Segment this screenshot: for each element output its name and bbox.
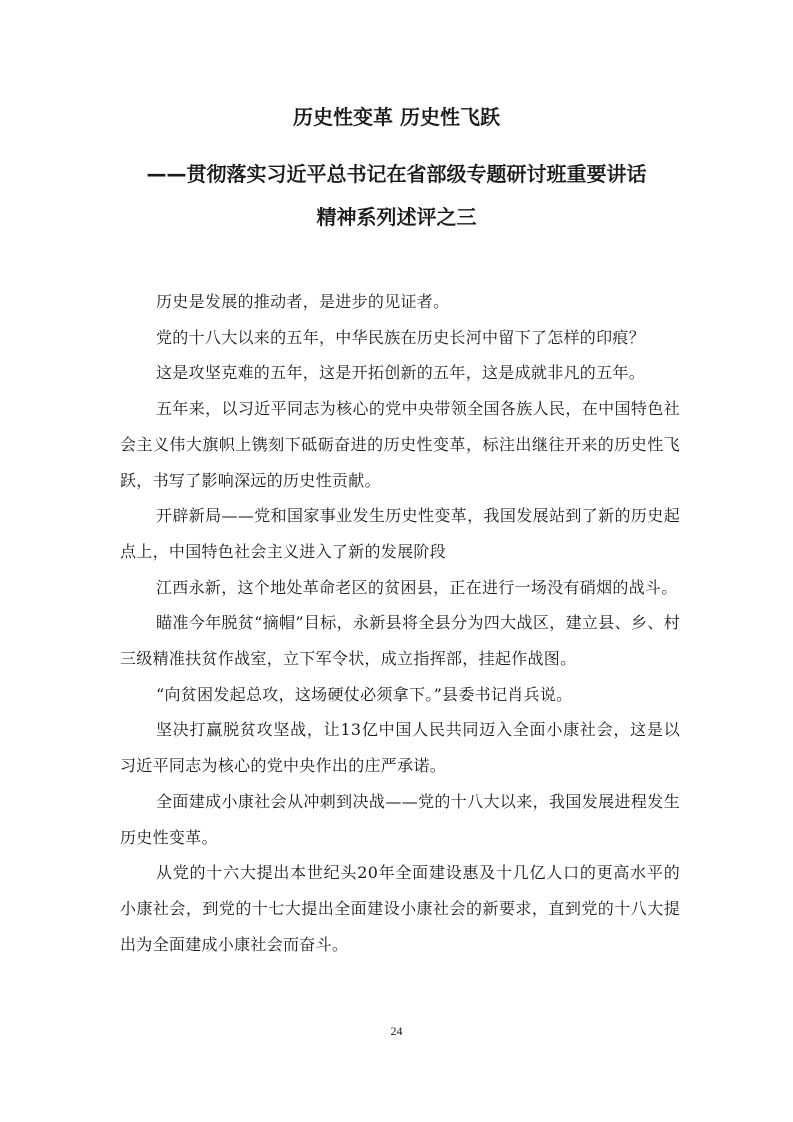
paragraph-10: 全面建成小康社会从冲刺到决战——党的十八大以来，我国发展进程发生历史性变革。: [120, 791, 680, 847]
paragraph-11: 从党的十六大提出本世纪头20年全面建设惠及十几亿人口的更高水平的小康社会，到党的十七大提出全面建设小康社会的新要求，直到党的十八大提出为全面建成小康社会而奋斗。: [120, 863, 680, 954]
article-body: [120, 284, 680, 962]
paragraph-9: 坚决打赢脱贫攻坚战，让13亿中国人民共同迈入全面小康社会，这是以习近平同志为核心的党中央作出的庄严承诺。: [120, 720, 680, 776]
paragraph-7: 瞄准今年脱贫“摘帽”目标，永新县将全县分为四大战区，建立县、乡、村三级精准扶贫作战室，立下军令状，成立指挥部，挂起作战图。: [120, 613, 680, 669]
subtitle-line-1: ——贯彻落实习近平总书记在省部级专题研讨班重要讲话: [146, 162, 647, 186]
paragraph-4: 五年来，以习近平同志为核心的党中央带领全国各族人民，在中国特色社会主义伟大旗帜上镌刻下砥砺奋进的历史性变革，标注出继往开来的历史性飞跃，书写了影响深远的历史性贡献。: [120, 399, 680, 490]
paragraph-5: 开辟新局——党和国家事业发生历史性变革，我国发展站到了新的历史起点上，中国特色社会主义进入了新的发展阶段: [120, 506, 680, 561]
paragraph-6: 江西永新，这个地处革命老区的贫困县，正在进行一场没有硝烟的战斗。: [156, 577, 678, 597]
paragraph-3: 这是攻坚克难的五年，这是开拓创新的五年，这是成就非凡的五年。: [156, 363, 646, 383]
subtitle-line-2: 精神系列述评之三: [316, 205, 477, 229]
main-title: 历史性变革 历史性飞跃: [293, 105, 500, 129]
paragraph-1: 历史是发展的推动者，是进步的见证者。: [156, 292, 450, 311]
paragraph-8: “向贫困发起总攻，这场硬仗必须拿下。”县委书记肖兵说。: [156, 684, 573, 704]
page-number: 24: [390, 1024, 403, 1038]
paragraph-2: 党的十八大以来的五年，中华民族在历史长河中留下了怎样的印痕？: [156, 327, 646, 347]
